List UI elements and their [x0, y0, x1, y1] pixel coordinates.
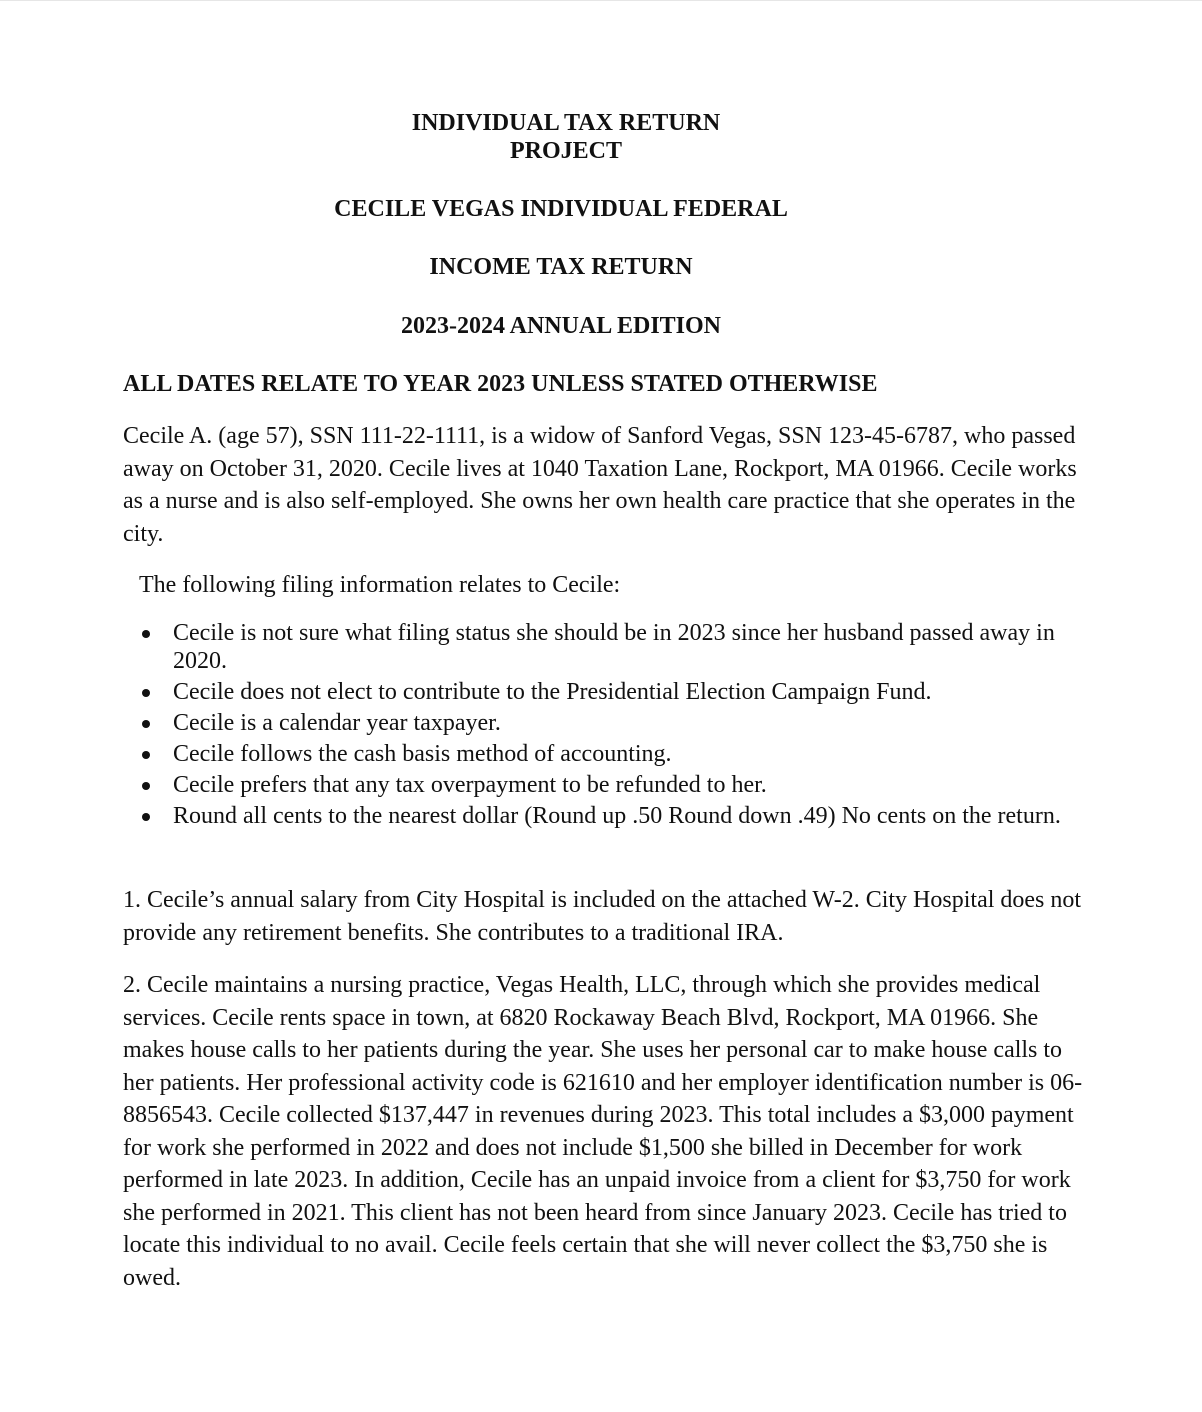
- item-2-nursing-practice: 2. Cecile maintains a nursing practice, Vegas Health, LLC, through which she provides medical services. Cecile rents space in town, at 6820 Rockaway Beach Blvd, Rockport, MA 01966. She makes house calls to her patients during the year. She uses her personal car to make house calls to her patients. Her professional activity code is 621610 and her employer identification number is 06-8856543. Cecile collected $137,447 in revenues during 2023. This total includes a $3,000 payment for work she performed in 2022 and does not include $1,500 she billed in December for work performed in late 2023. In addition, Cecile has an unpaid invoice from a client for $3,750 for work she performed in 2021. This client has not been heard from since January 2023. Cecile has tried to locate this individual to no avail. Cecile feels certain that she will never collect the $3,750 she is owed.: [123, 972, 1083, 1291]
- list-item: [138, 709, 1098, 737]
- list-item: [138, 740, 1098, 768]
- bullet-icon: [142, 813, 150, 821]
- bullet-icon: [142, 720, 150, 728]
- document-title-line-1: INDIVIDUAL TAX RETURN: [411, 110, 721, 136]
- bullet-icon: [142, 782, 150, 790]
- list-item: [138, 619, 1098, 675]
- document-subtitle-line-1: CECILE VEGAS INDIVIDUAL FEDERAL: [334, 196, 788, 222]
- list-item-text: Round all cents to the nearest dollar (Round up .50 Round down .49) No cents on the return.: [173, 803, 1061, 829]
- item-1-salary: 1. Cecile’s annual salary from City Hospital is included on the attached W-2. City Hospital does not provide any retirement benefits. She contributes to a traditional IRA.: [123, 887, 1082, 946]
- intro-paragraph: Cecile A. (age 57), SSN 111-22-1111, is a widow of Sanford Vegas, SSN 123-45-6787, who passed away on October 31, 2020. Cecile lives at 1040 Taxation Lane, Rockport, MA 01966. Cecile works as a nurse and is also self-employed. She owns her own health care practice that she operates in the city.: [123, 423, 1077, 547]
- list-item: [138, 678, 1098, 706]
- list-item: [138, 771, 1098, 799]
- edition-label: 2023-2024 ANNUAL EDITION: [400, 313, 722, 339]
- list-item-text: Cecile does not elect to contribute to the Presidential Election Campaign Fund.: [173, 679, 932, 705]
- bullet-icon: [142, 751, 150, 759]
- filing-info-list: [138, 619, 1098, 833]
- bullet-icon: [142, 689, 150, 697]
- list-item-text: Cecile follows the cash basis method of accounting.: [173, 741, 672, 767]
- list-item-text: Cecile prefers that any tax overpayment to be refunded to her.: [173, 772, 767, 798]
- dates-notice: ALL DATES RELATE TO YEAR 2023 UNLESS STATED OTHERWISE: [123, 371, 878, 397]
- filing-info-lead: The following filing information relates to Cecile:: [139, 572, 621, 598]
- list-item-text: Cecile is not sure what filing status she should be in 2023 since her husband passed away in 2020.: [173, 620, 1055, 674]
- list-item-text: Cecile is a calendar year taxpayer.: [173, 710, 501, 736]
- document-subtitle-line-2: INCOME TAX RETURN: [429, 254, 693, 280]
- document-title-line-2: PROJECT: [509, 138, 622, 164]
- list-item: [138, 802, 1098, 830]
- bullet-icon: [142, 630, 150, 638]
